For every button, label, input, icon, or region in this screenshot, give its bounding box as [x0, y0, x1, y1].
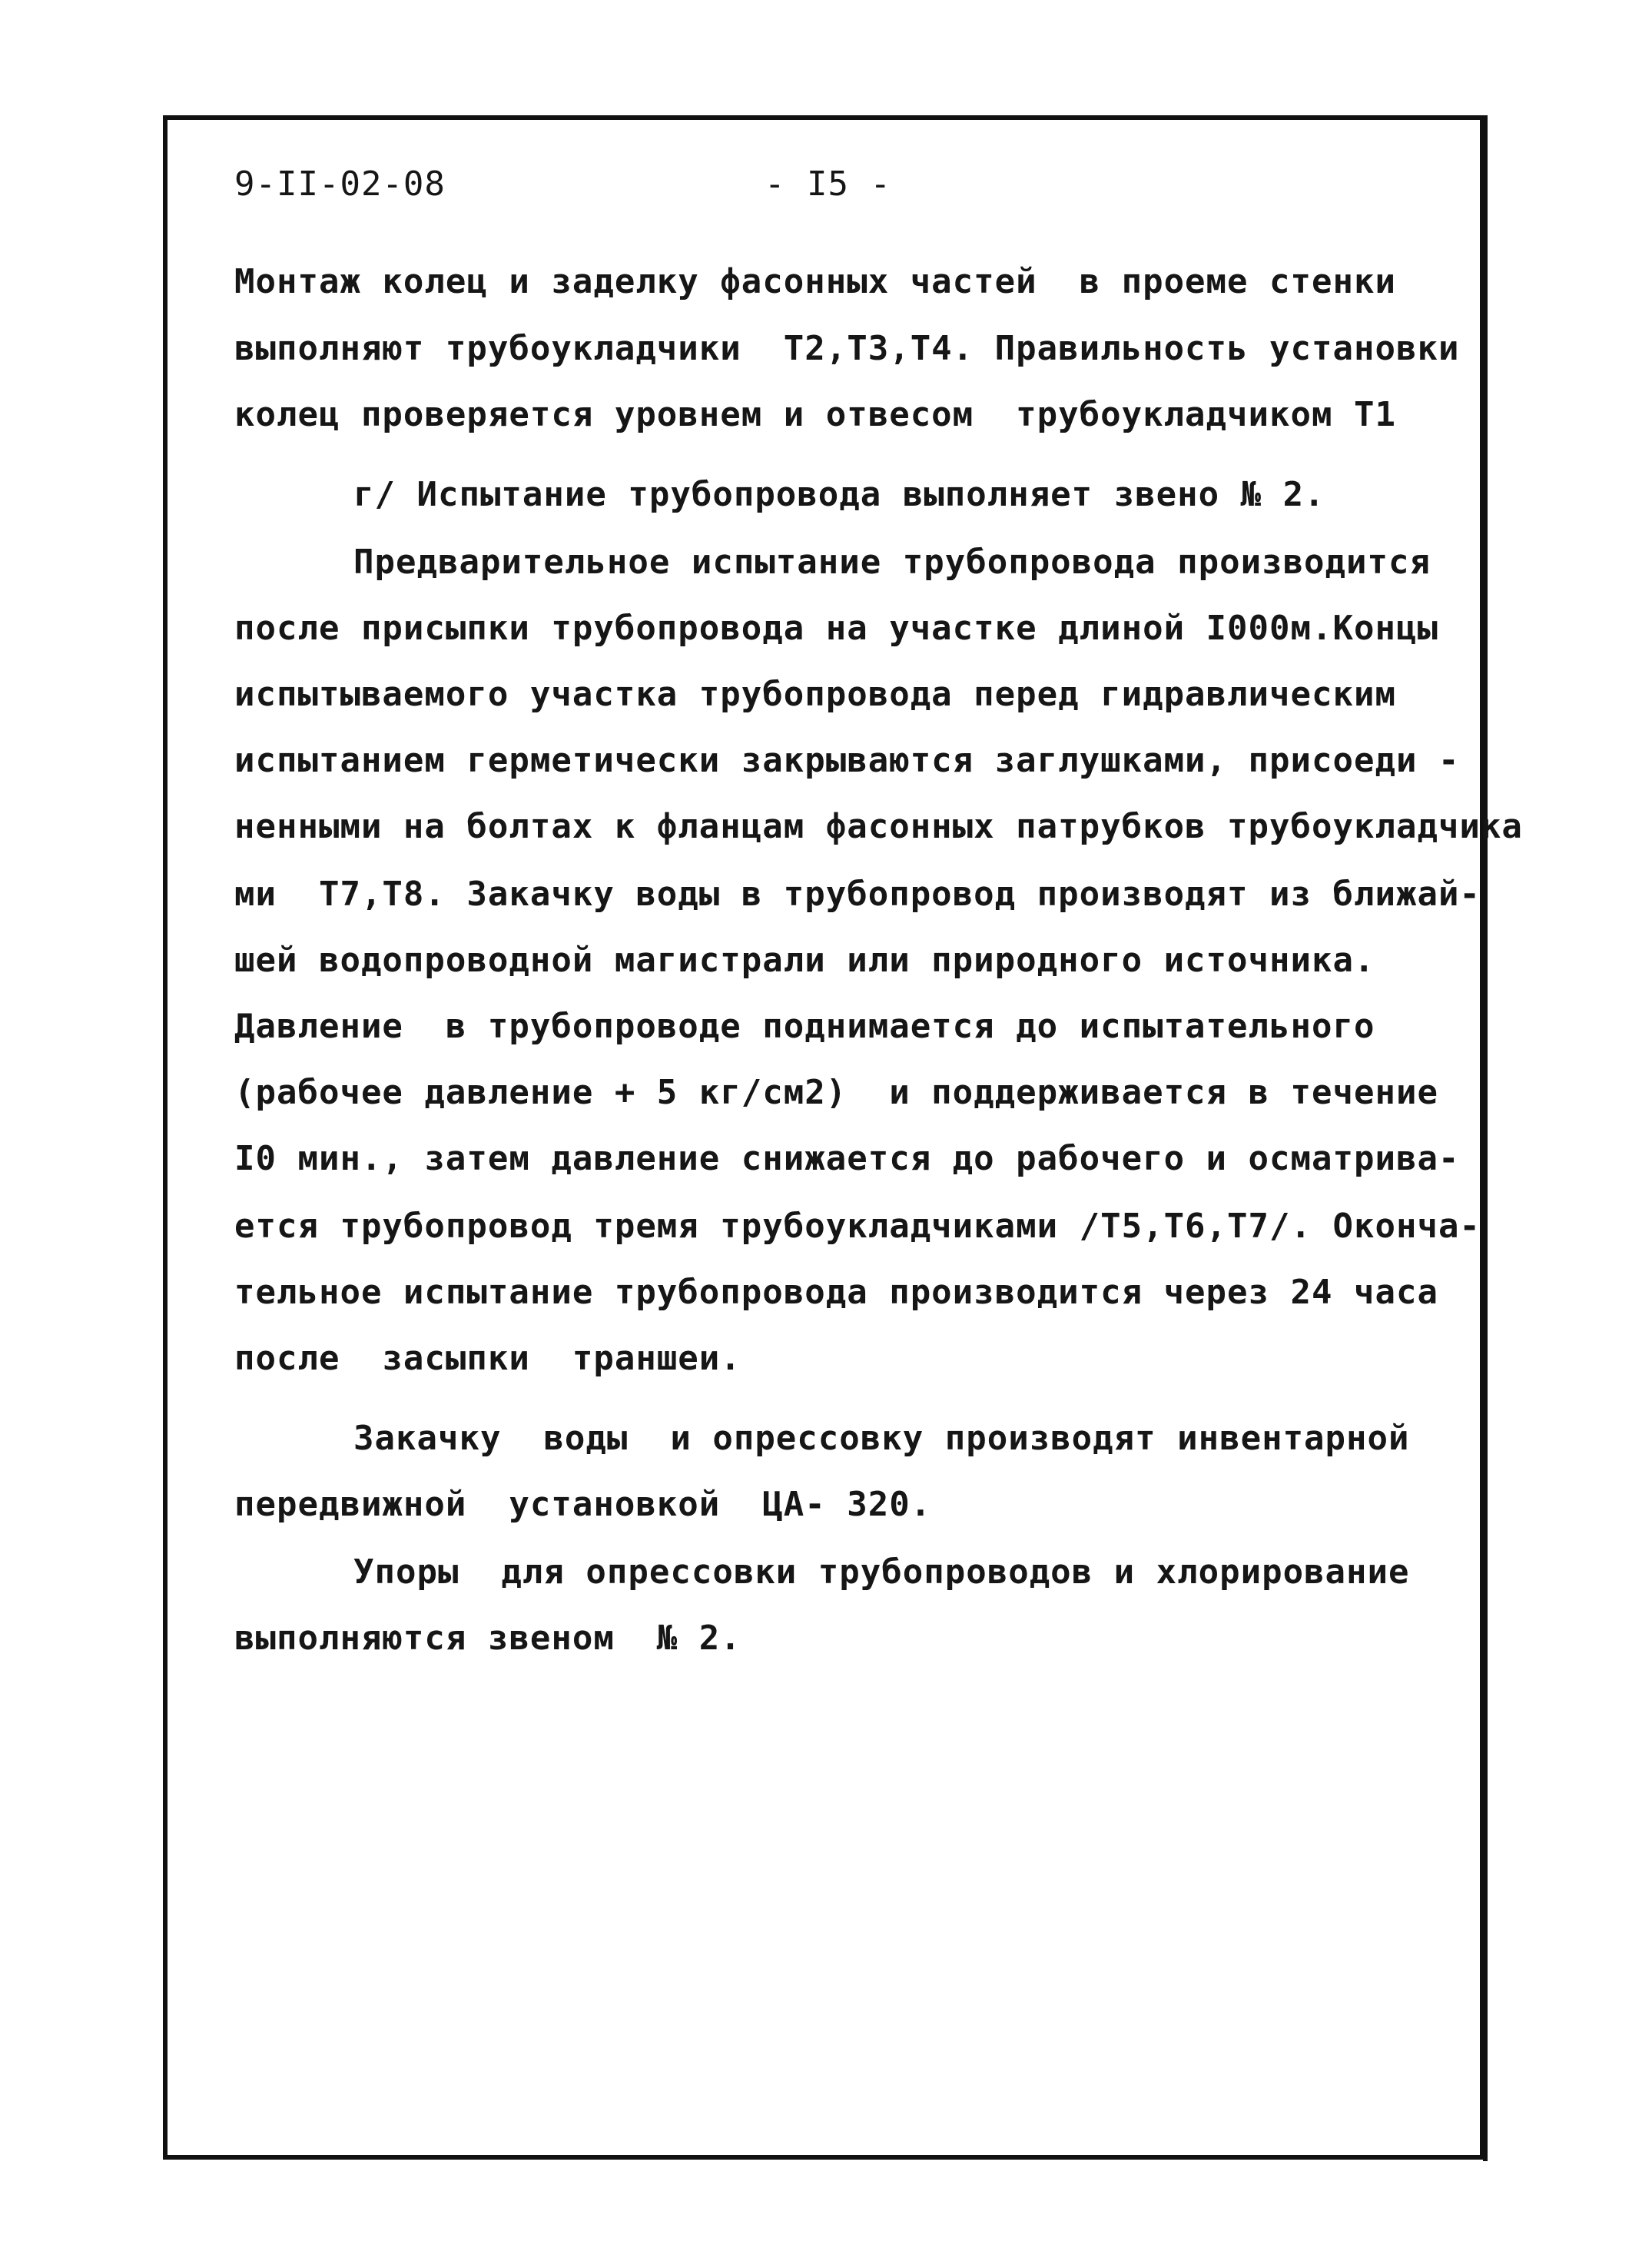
body-line-20: Упоры для опрессовки трубопроводов и хлорирование [353, 1552, 1410, 1592]
body-line-16: тельное испытание трубопровода производится через 24 часа [234, 1273, 1438, 1312]
body-line-2: выполняют трубоукладчики T2,T3,T4. Правильность установки [234, 329, 1460, 368]
body-line-19: передвижной установкой ЦА- 320. [234, 1485, 932, 1524]
body-line-6: после присыпки трубопровода на участке длиной I000м.Концы [234, 609, 1438, 648]
body-line-18: Закачку воды и опрессовку производят инвентарной [353, 1419, 1410, 1458]
body-line-9: ненными на болтах к фланцам фасонных патрубков трубоукладчика [234, 807, 1523, 846]
page-border-right-edge [1483, 115, 1488, 2161]
page-number: - I5 - [765, 164, 891, 204]
body-line-7: испытываемого участка трубопровода перед гидравлическим [234, 675, 1396, 714]
body-line-8: испытанием герметически закрываются заглушками, присоеди - [234, 741, 1460, 780]
body-line-15: ется трубопровод тремя трубоукладчиками /T5,T6,T7/. Оконча- [234, 1207, 1481, 1246]
document-code: 9-II-02-08 [234, 164, 446, 204]
body-line-17: после засыпки траншеи. [234, 1339, 741, 1378]
body-line-3: колец проверяется уровнем и отвесом трубоукладчиком T1 [234, 395, 1396, 434]
body-line-11: шей водопроводной магистрали или природного источника. [234, 941, 1375, 980]
body-line-10: ми T7,T8. Закачку воды в трубопровод производят из ближай- [234, 875, 1481, 914]
body-line-14: I0 мин., затем давление снижается до рабочего и осматрива- [234, 1139, 1460, 1178]
body-line-21: выполняются звеном № 2. [234, 1619, 741, 1658]
section-g-heading: г/ Испытание трубопровода выполняет звено № 2. [353, 475, 1325, 514]
body-line-1: Монтаж колец и заделку фасонных частей в проеме стенки [234, 262, 1396, 301]
body-line-12: Давление в трубопроводе поднимается до испытательного [234, 1007, 1375, 1046]
body-line-5: Предварительное испытание трубопровода производится [353, 543, 1431, 582]
body-line-13: (рабочее давление + 5 кг/см2) и поддерживается в течение [234, 1073, 1438, 1112]
